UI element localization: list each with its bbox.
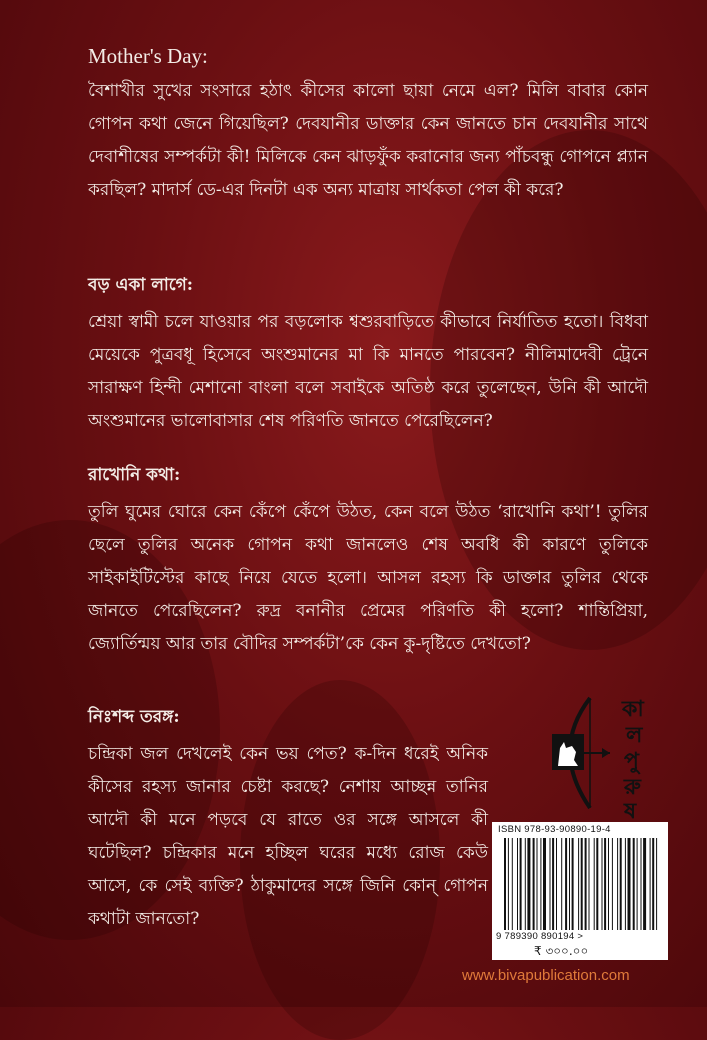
- barcode-stripe: [504, 838, 506, 930]
- story-title: বড় একা লাগে:: [88, 275, 194, 295]
- logo-letter: ল: [626, 723, 643, 748]
- barcode-stripe: [569, 838, 570, 930]
- barcode-stripe: [620, 838, 622, 930]
- barcode-stripe: [643, 838, 646, 930]
- story-title: রাখোনি কথা:: [88, 465, 181, 485]
- story-blurb-boro-eka-lage: [88, 272, 648, 438]
- barcode-stripe: [517, 838, 518, 930]
- barcode-stripe: [596, 838, 598, 930]
- barcode-stripe: [527, 838, 530, 930]
- barcode-stripe: [602, 838, 603, 930]
- story-description: শ্রেয়া স্বামী চলে যাওয়ার পর বড়লোক শ্বশুরবাড়িতে কীভাবে নির্যাতিত হতো। বিধবা মেয়েকে পুত্রবধূ হিসেবে অংশুমানের মা কি মানতে পারবেন? নীলিমাদেবী ট্রেনে সারাক্ষণ হিন্দী মেশানো বাংলা বলে সবাইকে অতিষ্ঠ করে তুলেছেন, উনি কী আদৌ অংশুমানের ভালোবাসার শেষ পরিণতি জানতে পেরেছিলেন?: [88, 312, 648, 431]
- barcode-stripe: [617, 838, 618, 930]
- logo-letter: রু: [624, 775, 641, 800]
- book-price: ₹ ৩০০.০০: [534, 944, 589, 958]
- barcode-stripe: [550, 838, 551, 930]
- story-description: বৈশাখীর সুখের সংসারে হঠাৎ কীসের কালো ছায়া নেমে এল? মিলি বাবার কোন গোপন কথা জেনে গিয়েছিল? দেবযানীর ডাক্তার কেন জানতে চান দেবযানীর সাথে দেবাশীষের সম্পর্কটা কী! মিলিকে কেন ঝাড়ফুঁক করানোর জন্য পাঁচবন্ধু গোপনে প্ল্যান করছিল? মাদার্স ডে-এর দিনটা এক অন্য মাত্রায় সার্থকতা পেল কী করে?: [88, 81, 648, 200]
- barcode-stripe: [561, 838, 562, 930]
- barcode-stripe: [520, 838, 522, 930]
- barcode-stripe: [537, 838, 538, 930]
- barcode-stripe: [608, 838, 609, 930]
- barcode-stripe: [543, 838, 546, 930]
- barcode-stripe: [540, 838, 541, 930]
- story-title: নিঃশব্দ তরঙ্গ:: [88, 707, 180, 727]
- barcode-stripe: [552, 838, 554, 930]
- barcode-bars: [504, 838, 664, 930]
- story-description: চন্দ্রিকা জল দেখলেই কেন ভয় পেত? ক-দিন ধরেই অনিক কীসের রহস্য জানার চেষ্টা করছে? নেশায় আচ্ছন্ন তানির আদৌ কী মনে পড়বে যে রাতে ওর সঙ্গে আসলে কী ঘটেছিল? চন্দ্রিকার মনে হচ্ছিল ঘরের মধ্যে রোজ কেউ আসে, কে সেই ব্যক্তি? ঠাকুমাদের সঙ্গে জিনি কোন্ গোপন কথাটা জানতো?: [88, 744, 488, 929]
- barcode-stripe: [628, 838, 631, 930]
- barcode-stripe: [572, 838, 574, 930]
- barcode-stripe: [556, 838, 557, 930]
- barcode-stripe: [594, 838, 595, 930]
- barcode-stripe: [578, 838, 579, 930]
- barcode-stripe: [533, 838, 535, 930]
- barcode-stripe: [625, 838, 626, 930]
- barcode-stripe: [652, 838, 654, 930]
- story-description: তুলি ঘুমের ঘোরে কেন কেঁপে কেঁপে উঠত, কেন বলে উঠত ‘রাখোনি কথা’! তুলির ছেলে তুলির অনেক গোপন কথা জানলেও শেষ অবধি কী কারণে তুলিকে সাইকাইটিস্টের কাছে নিয়ে যেতে হলো। আসল রহস্য কি ডাক্তার তুলির থেকে জানতে পেরেছিলেন? রুদ্র বনানীর প্রেমের পরিণতি কী হলো? শান্তিপ্রিয়া, জ্যোর্তিন্ময় আর তার বৌদির সম্পর্কটা’কে কেন কু-দৃষ্টিতে দেখতো?: [88, 502, 648, 654]
- barcode-stripe: [581, 838, 583, 930]
- publisher-logo: [548, 690, 668, 820]
- barcode-stripe: [589, 838, 590, 930]
- barcode-stripe: [633, 838, 635, 930]
- barcode-stripe: [585, 838, 587, 930]
- barcode-digits: 9 789390 890194 >: [496, 931, 584, 942]
- bow-arrow-dog-icon: [552, 698, 610, 808]
- publisher-website[interactable]: www.bivapublication.com: [462, 967, 630, 984]
- barcode-stripe: [656, 838, 657, 930]
- isbn-number: ISBN 978-93-90890-19-4: [498, 824, 611, 835]
- logo-letter: পু: [624, 749, 639, 774]
- barcode-stripe: [565, 838, 567, 930]
- story-blurb-mothers-day: [88, 44, 648, 207]
- story-title: Mother's Day:: [88, 44, 208, 68]
- barcode-stripe: [612, 838, 613, 930]
- barcode-stripe: [508, 838, 509, 930]
- barcode-stripe: [650, 838, 651, 930]
- isbn-barcode: [492, 822, 668, 960]
- barcode-stripe: [641, 838, 642, 930]
- barcode-stripe: [637, 838, 638, 930]
- barcode-stripe: [604, 838, 606, 930]
- logo-letter: কা: [622, 697, 644, 722]
- barcode-stripe: [525, 838, 526, 930]
- logo-letter: ষ: [624, 799, 637, 820]
- story-blurb-rakhoni-kotha: [88, 462, 648, 661]
- barcode-stripe: [512, 838, 513, 930]
